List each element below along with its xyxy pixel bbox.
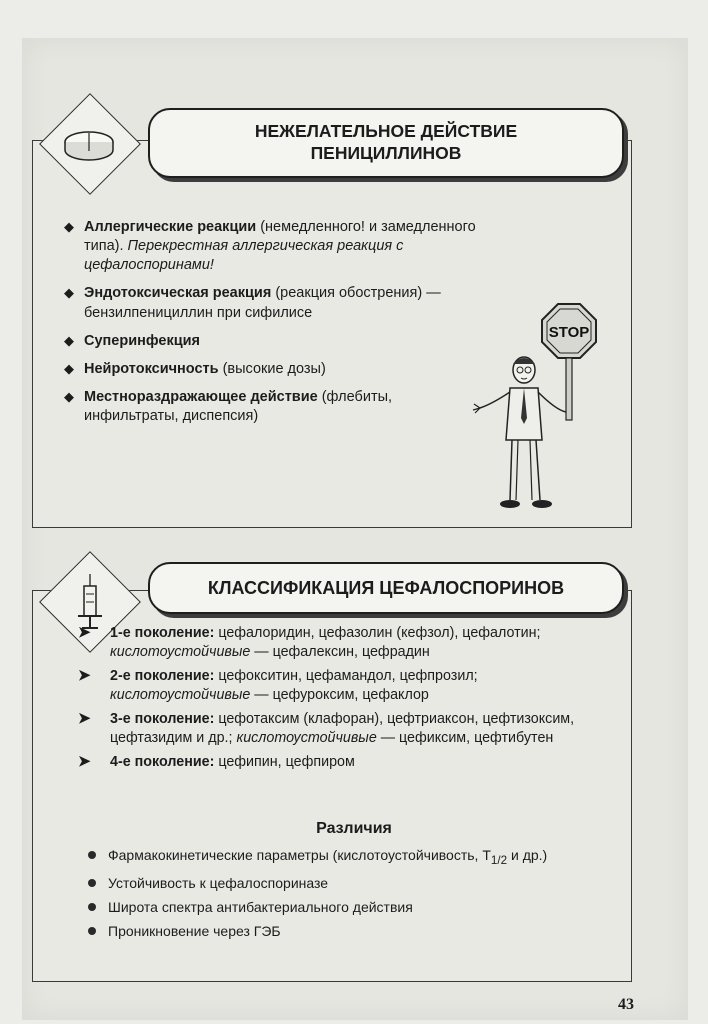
generation-note: кислотоустойчивые bbox=[110, 643, 251, 660]
item-detail: (реакция обострения) — бензилпенициллин при сифилисе bbox=[84, 285, 441, 321]
list-item bbox=[62, 360, 482, 379]
list-item bbox=[62, 332, 482, 351]
arrow-bullet-icon: ➤ bbox=[78, 710, 91, 728]
stop-sign-text: STOP bbox=[548, 324, 590, 341]
dot-bullet-icon bbox=[88, 903, 96, 911]
item-note: Перекрестная аллергическая реакция с цефалоспоринами! bbox=[84, 238, 404, 274]
generation-drugs: цефипин, цефпиром bbox=[214, 754, 355, 771]
stop-man-illustration bbox=[466, 300, 606, 520]
list-item bbox=[78, 710, 598, 747]
diamond-bullet-icon: ◆ bbox=[64, 388, 74, 404]
page-number: 43 bbox=[618, 996, 634, 1013]
generation-note: кислотоустойчивые bbox=[110, 686, 251, 703]
generation-drugs: цефокситин, цефамандол, цефпрозил; bbox=[214, 668, 478, 685]
list-item bbox=[86, 846, 606, 868]
generations-list bbox=[78, 624, 598, 778]
list-item bbox=[62, 218, 482, 275]
list-item bbox=[62, 388, 482, 426]
difference-text: Широта спектра антибактериального действия bbox=[108, 899, 413, 916]
section2-title: КЛАССИФИКАЦИЯ ЦЕФАЛОСПОРИНОВ bbox=[207, 577, 565, 598]
list-item bbox=[86, 874, 606, 892]
diamond-bullet-icon: ◆ bbox=[64, 332, 74, 348]
generation-drugs-rest: — цефиксим, цефтибутен bbox=[376, 729, 554, 746]
item-term: Нейротоксичность bbox=[84, 360, 219, 377]
differences-list bbox=[86, 846, 606, 947]
dot-bullet-icon bbox=[88, 927, 96, 935]
section1-title-line1: НЕЖЕЛАТЕЛЬНОЕ ДЕЙСТВИЕ bbox=[254, 121, 518, 142]
list-item bbox=[62, 284, 482, 322]
generation-drugs-rest: — цефуроксим, цефаклор bbox=[250, 686, 429, 703]
item-term: Суперинфекция bbox=[84, 332, 200, 349]
arrow-bullet-icon: ➤ bbox=[78, 753, 91, 771]
difference-text: Проникновение через ГЭБ bbox=[108, 923, 281, 940]
item-term: Эндотоксическая реакция bbox=[84, 285, 272, 302]
diamond-bullet-icon: ◆ bbox=[64, 285, 74, 301]
section2-title-banner bbox=[148, 562, 624, 614]
generation-drugs: цефотаксим (клафоран), цефтриаксон, цефтизоксим, цефтазидим и др.; bbox=[110, 711, 575, 746]
arrow-bullet-icon: ➤ bbox=[78, 624, 91, 641]
section1-title-line2: ПЕНИЦИЛЛИНОВ bbox=[310, 143, 462, 163]
diamond-bullet-icon: ◆ bbox=[64, 360, 74, 376]
difference-text: Фармакокинетические параметры (кислотоустойчивость, Т bbox=[108, 847, 491, 863]
dot-bullet-icon bbox=[88, 879, 96, 887]
list-item bbox=[78, 753, 598, 772]
difference-subscript: 1/2 bbox=[490, 853, 508, 867]
item-term: Местнораздражающее действие bbox=[84, 388, 318, 405]
difference-text: Устойчивость к цефалоспориназе bbox=[108, 874, 329, 891]
generation-drugs: цефалоридин, цефазолин (кефзол), цефалотин; bbox=[214, 625, 541, 641]
list-item bbox=[78, 624, 598, 661]
difference-text-tail: и др.) bbox=[507, 847, 548, 863]
adverse-effects-list bbox=[62, 218, 482, 435]
item-detail: (флебиты, инфильтраты, диспепсия) bbox=[84, 388, 393, 424]
generation-label: 3-е поколение: bbox=[110, 711, 215, 728]
diamond-bullet-icon: ◆ bbox=[64, 219, 74, 234]
differences-title: Различия bbox=[316, 820, 392, 837]
item-term: Аллергические реакции bbox=[84, 219, 257, 235]
list-item bbox=[86, 922, 606, 940]
arrow-bullet-icon: ➤ bbox=[78, 667, 91, 685]
item-detail: (немедленного! и замедленного типа). bbox=[84, 219, 476, 255]
dot-bullet-icon bbox=[88, 851, 96, 859]
generation-note: кислотоустойчивые bbox=[236, 729, 377, 746]
generation-label: 4-е поколение: bbox=[110, 754, 215, 771]
generation-label: 2-е поколение: bbox=[110, 668, 215, 685]
item-detail: (высокие дозы) bbox=[218, 360, 326, 377]
list-item bbox=[86, 898, 606, 916]
section1-title-banner bbox=[148, 108, 624, 178]
generation-drugs-rest: — цефалексин, цефрадин bbox=[250, 643, 430, 660]
list-item bbox=[78, 667, 598, 704]
generation-label: 1-е поколение: bbox=[110, 625, 215, 641]
pill-icon bbox=[58, 118, 120, 168]
